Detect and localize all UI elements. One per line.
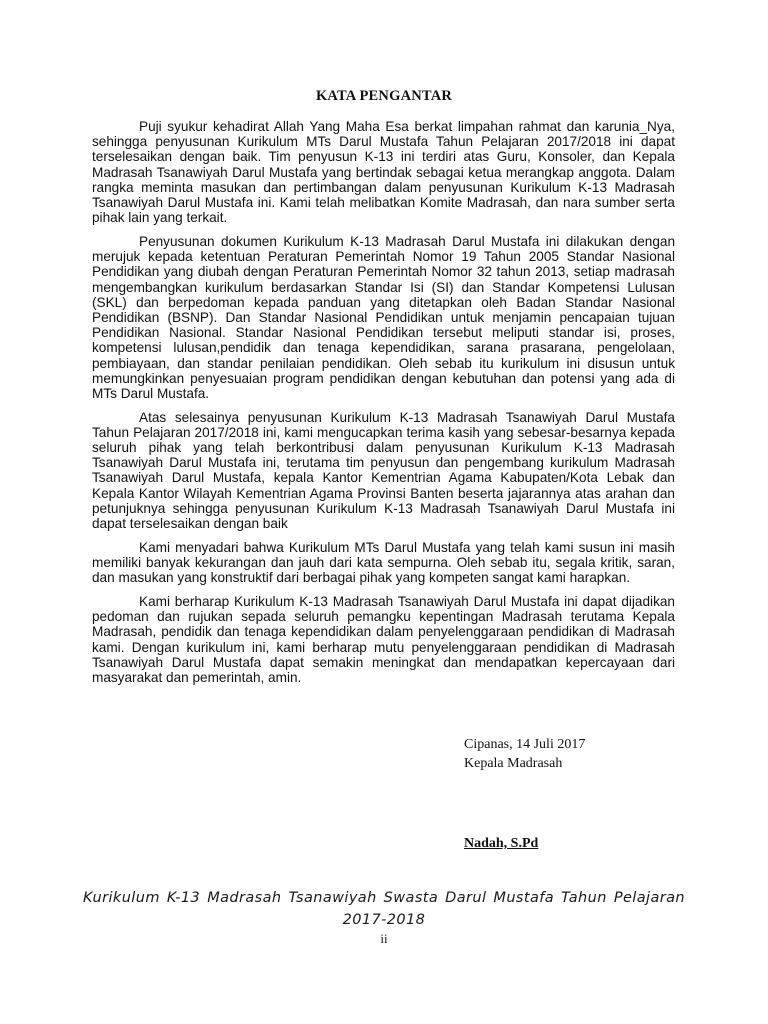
signature-position: Kepala Madrasah [464, 756, 563, 771]
page-number: ii [380, 931, 388, 946]
paragraph-1: Puji syukur kehadirat Allah Yang Maha Esa berkat limpahan rahmat dan karunia_Nya, sehingga penyusunan Kurikulum MTs Darul Mustafa Tahun Pelajaran 2017/2018 ini dapat terselesaikan dengan baik. Tim penyusun K-13 ini terdiri atas Guru, Konsoler, dan Kepala Madrasah Tsanawiyah Darul Mustafa yang bertindak sebagai ketua merangkap anggota. Dalam rangka meminta masukan dan pertimbangan dalam penyusunan Kurikulum K-13 Madrasah Tsanawiyah Darul Mustafa ini. Kami telah melibatkan Komite Madrasah, dan nara sumber serta pihak lain yang terkait. [92, 119, 675, 226]
signature-place-date: Cipanas, 14 Juli 2017 [464, 737, 586, 752]
paragraph-3: Atas selesainya penyusunan Kurikulum K-13 Madrasah Tsanawiyah Darul Mustafa Tahun Pelajaran 2017/2018 ini, kami mengucapkan terima kasih yang sebesar-besarnya kepada seluruh pihak yang telah berkontribusi dalam penyusunan Kurikulum K-13 Madrasah Tsanawiyah Darul Mustafa ini, terutama tim penyusun dan pengembang kurikulum Madrasah Tsanawiyah Darul Mustafa, kepala Kantor Kementrian Agama Kabupaten/Kota Lebak dan Kepala Kantor Wilayah Kementrian Agama Provinsi Banten beserta jajarannya atas arahan dan petunjuknya sehingga penyusunan Kurikulum K-13 Madrasah Tsanawiyah Darul Mustafa ini dapat terselesaikan dengan baik [92, 409, 675, 532]
signer-name: Nadah, S.Pd [464, 836, 539, 851]
footer-line-1: Kurikulum K-13 Madrasah Tsanawiyah Swasta Darul Mustafa Tahun Pelajaran [83, 890, 685, 906]
page-title: KATA PENGANTAR [315, 88, 453, 104]
page-footer [60, 887, 708, 931]
footer-line-2: 2017-2018 [342, 912, 426, 928]
signature-block [464, 735, 585, 773]
paragraph-2: Penyusunan dokumen Kurikulum K-13 Madrasah Darul Mustafa ini dilakukan dengan merujuk kepada ketentuan Peraturan Pemerintah Nomor 19 Tahun 2005 Standar Nasional Pendidikan yang diubah dengan Peraturan Pemerintah Nomor 32 tahun 2013, setiap madrasah mengembangkan kurikulum berdasarkan Standar Isi (SI) dan Standar Kompetensi Lulusan (SKL) dan berpedoman kepada panduan yang ditetapkan oleh Badan Standar Nasional Pendidikan (BSNP). Dan Standar Nasional Pendidikan untuk menjamin pencapaian tujuan Pendidikan Nasional. Standar Nasional Pendidikan tersebut meliputi standar isi, proses, kompetensi lulusan,pendidik dan tenaga kependidikan, sarana prasarana, pengelolaan, pembiayaan, dan standar penilaian pendidikan. Oleh sebab itu kurikulum ini disusun untuk memungkinkan penyesuaian program pendidikan dengan kebutuhan dan potensi yang ada di MTs Darul Mustafa. [92, 233, 675, 401]
paragraph-4: Kami menyadari bahwa Kurikulum MTs Darul Mustafa yang telah kami susun ini masih memiliki banyak kekurangan dan jauh dari kata sempurna. Oleh sebab itu, segala kritik, saran, dan masukan yang konstruktif dari berbagai pihak yang kompeten sangat kami harapkan. [92, 539, 675, 586]
body-text [92, 119, 675, 694]
paragraph-5: Kami berharap Kurikulum K-13 Madrasah Tsanawiyah Darul Mustafa ini dapat dijadikan pedoman dan rujukan sepada seluruh pemangku kepentingan Madrasah terutama Kepala Madrasah, pendidik dan tenaga kependidikan dalam penyelenggaraan pendidikan di Madrasah kami. Dengan kurikulum ini, kami berharap mutu penyelenggaraan pendidikan di Madrasah Tsanawiyah Darul Mustafa dapat semakin meningkat dan mendapatkan kepercayaan dari masyarakat dan pemerintah, amin. [92, 593, 675, 685]
